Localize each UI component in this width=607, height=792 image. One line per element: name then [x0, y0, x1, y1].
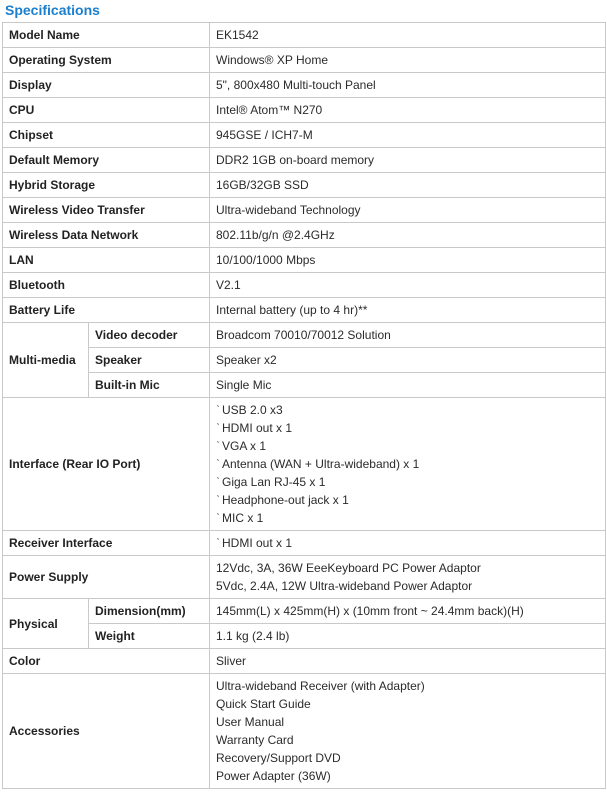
row-label: Battery Life	[3, 298, 210, 323]
row-label: Power Supply	[3, 556, 210, 599]
row-value-list	[210, 674, 606, 789]
row-value: 16GB/32GB SSD	[210, 173, 606, 198]
list-item: User Manual	[216, 715, 285, 729]
row-value: 10/100/1000 Mbps	[210, 248, 606, 273]
list-item: Recovery/Support DVD	[216, 751, 341, 765]
row-value: 1.1 kg (2.4 lb)	[210, 624, 606, 649]
row-value: DDR2 1GB on-board memory	[210, 148, 606, 173]
table-row	[3, 398, 606, 531]
row-value: Sliver	[210, 649, 606, 674]
list-item: ˋ MIC x 1	[216, 511, 264, 525]
row-value: Broadcom 70010/70012 Solution	[210, 323, 606, 348]
table-row	[3, 48, 606, 73]
row-label: CPU	[3, 98, 210, 123]
row-label: Wireless Data Network	[3, 223, 210, 248]
list-item: ˋ HDMI out x 1	[216, 421, 293, 435]
table-row	[3, 674, 606, 789]
row-label: Accessories	[3, 674, 210, 789]
table-row	[3, 148, 606, 173]
row-label: Interface (Rear IO Port)	[3, 398, 210, 531]
sub-label: Built-in Mic	[89, 373, 210, 398]
row-value: V2.1	[210, 273, 606, 298]
row-label: Physical	[3, 599, 89, 649]
table-row	[3, 173, 606, 198]
row-label: Bluetooth	[3, 273, 210, 298]
table-row	[3, 23, 606, 48]
list-item: Quick Start Guide	[216, 697, 311, 711]
table-row	[3, 373, 606, 398]
table-row	[3, 649, 606, 674]
row-value: 802.11b/g/n @2.4GHz	[210, 223, 606, 248]
specifications-table	[2, 22, 606, 789]
row-value: 5", 800x480 Multi-touch Panel	[210, 73, 606, 98]
list-item: ˋ USB 2.0 x3	[216, 403, 283, 417]
table-row	[3, 348, 606, 373]
table-row	[3, 298, 606, 323]
table-row	[3, 556, 606, 599]
row-label: Hybrid Storage	[3, 173, 210, 198]
list-item: 5Vdc, 2.4A, 12W Ultra-wideband Power Adaptor	[216, 579, 473, 593]
row-value: Ultra-wideband Technology	[210, 198, 606, 223]
table-row	[3, 98, 606, 123]
sub-label: Weight	[89, 624, 210, 649]
row-value: Intel® Atom™ N270	[210, 98, 606, 123]
row-value: Single Mic	[210, 373, 606, 398]
table-row	[3, 198, 606, 223]
list-item: Ultra-wideband Receiver (with Adapter)	[216, 679, 425, 693]
sub-label: Video decoder	[89, 323, 210, 348]
row-value: Internal battery (up to 4 hr)**	[210, 298, 606, 323]
row-label: Display	[3, 73, 210, 98]
table-row	[3, 248, 606, 273]
table-row	[3, 531, 606, 556]
row-value: 945GSE / ICH7-M	[210, 123, 606, 148]
list-item: Warranty Card	[216, 733, 294, 747]
row-value-list	[210, 398, 606, 531]
row-value-list	[210, 556, 606, 599]
table-row	[3, 273, 606, 298]
row-value: EK1542	[210, 23, 606, 48]
row-label: Receiver Interface	[3, 531, 210, 556]
page-title: Specifications	[5, 2, 100, 18]
row-value: ˋ HDMI out x 1	[210, 531, 606, 556]
table-row	[3, 123, 606, 148]
table-row	[3, 73, 606, 98]
row-label: LAN	[3, 248, 210, 273]
list-item: ˋ Giga Lan RJ-45 x 1	[216, 475, 326, 489]
row-label: Default Memory	[3, 148, 210, 173]
list-item: 12Vdc, 3A, 36W EeeKeyboard PC Power Adaptor	[216, 561, 481, 575]
row-label: Multi-media	[3, 323, 89, 398]
list-item: ˋ Antenna (WAN + Ultra-wideband) x 1	[216, 457, 420, 471]
row-label: Color	[3, 649, 210, 674]
row-value: Speaker x2	[210, 348, 606, 373]
sub-label: Speaker	[89, 348, 210, 373]
table-row	[3, 599, 606, 624]
list-item: Power Adapter (36W)	[216, 769, 331, 783]
table-row	[3, 624, 606, 649]
row-label: Wireless Video Transfer	[3, 198, 210, 223]
table-row	[3, 323, 606, 348]
list-item: ˋ Headphone-out jack x 1	[216, 493, 349, 507]
sub-label: Dimension(mm)	[89, 599, 210, 624]
list-item: ˋ VGA x 1	[216, 439, 267, 453]
row-label: Operating System	[3, 48, 210, 73]
row-label: Chipset	[3, 123, 210, 148]
row-value: Windows® XP Home	[210, 48, 606, 73]
row-value: 145mm(L) x 425mm(H) x (10mm front ~ 24.4mm back)(H)	[210, 599, 606, 624]
table-row	[3, 223, 606, 248]
row-label: Model Name	[3, 23, 210, 48]
